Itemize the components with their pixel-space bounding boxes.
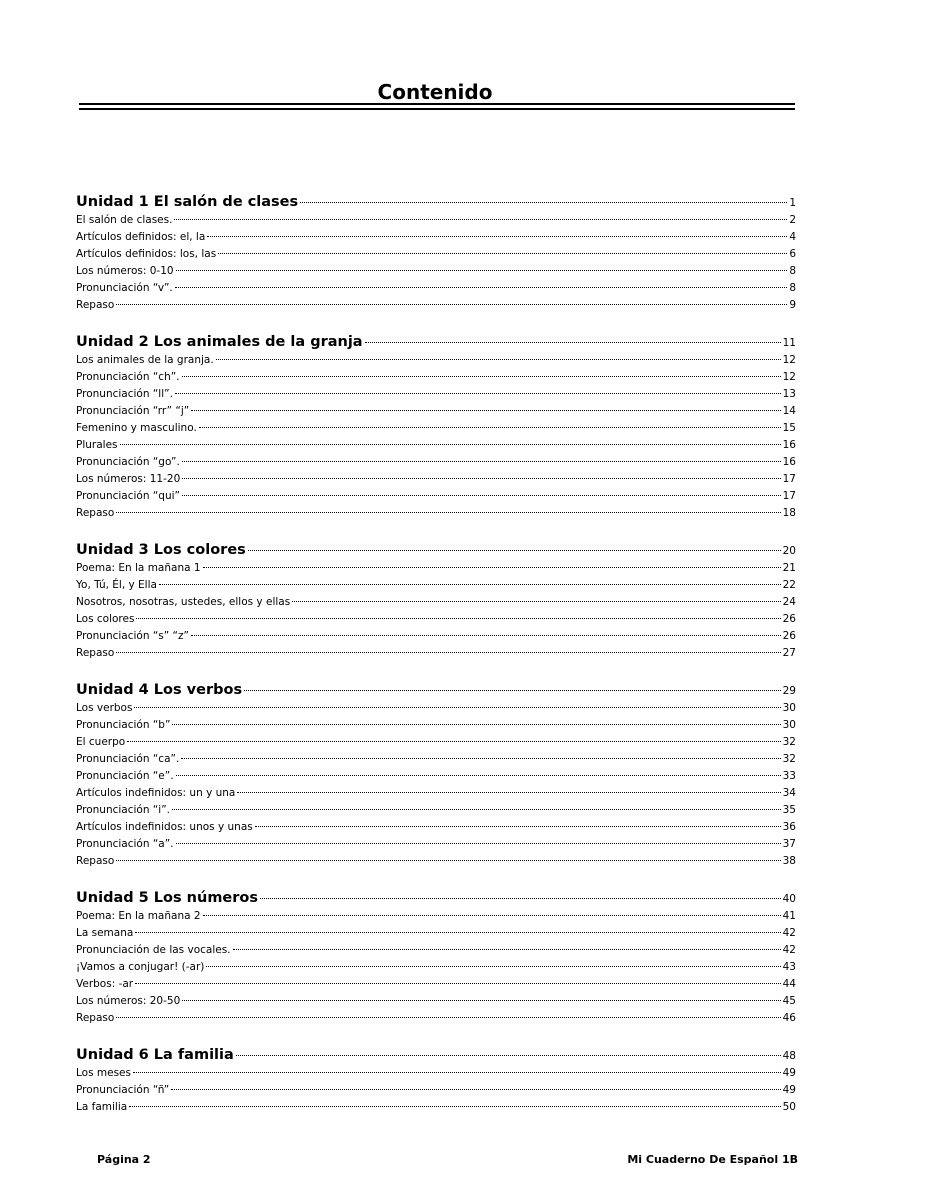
toc-page-number: 30	[782, 719, 796, 731]
toc-unit-title: Unidad 5 Los números	[76, 890, 259, 906]
toc-entry[interactable]	[76, 437, 796, 454]
dot-leader	[218, 253, 787, 254]
dot-leader	[182, 495, 781, 496]
dot-leader	[216, 359, 781, 360]
toc-entry[interactable]	[76, 471, 796, 488]
toc-entry-title: Los números: 20-50	[76, 995, 181, 1007]
toc-page-number: 50	[782, 1101, 796, 1113]
toc-unit-2	[76, 333, 796, 522]
toc-entry[interactable]	[76, 1099, 796, 1116]
toc-page-number: 12	[782, 371, 796, 383]
toc-entry-title: La semana	[76, 927, 134, 939]
page-title: Contenido	[377, 80, 493, 104]
dot-leader	[116, 304, 787, 305]
toc-page-number: 36	[782, 821, 796, 833]
toc-entry[interactable]	[76, 352, 796, 369]
toc-page-number: 35	[782, 804, 796, 816]
toc-page-number: 6	[789, 248, 796, 260]
dot-leader	[116, 512, 780, 513]
title-rule-bottom	[79, 108, 795, 110]
toc-page-number: 49	[782, 1084, 796, 1096]
toc-entry-title: Pronunciación “b”	[76, 719, 171, 731]
toc-unit-4	[76, 681, 796, 870]
toc-entry[interactable]	[76, 700, 796, 717]
toc-entry-title: Repaso	[76, 855, 115, 867]
dot-leader	[207, 236, 787, 237]
toc-entry-title: Pronunciación “ca”.	[76, 753, 180, 765]
table-of-contents	[76, 193, 796, 1135]
toc-page-number: 20	[782, 545, 796, 557]
dot-leader	[176, 270, 788, 271]
toc-entry-title: Yo, Tú, Él, y Ella	[76, 579, 157, 591]
toc-unit-3	[76, 541, 796, 662]
toc-entry-title: Los meses	[76, 1067, 131, 1079]
toc-unit-title: Unidad 3 Los colores	[76, 542, 246, 558]
toc-unit-title: Unidad 4 Los verbos	[76, 682, 243, 698]
toc-entry-title: Los animales de la granja.	[76, 354, 214, 366]
dot-leader	[127, 741, 780, 742]
dot-leader	[203, 915, 781, 916]
toc-unit-1	[76, 193, 796, 314]
toc-page-number: 11	[782, 337, 796, 349]
toc-entry[interactable]	[76, 403, 796, 420]
dot-leader	[176, 775, 781, 776]
toc-page-number: 29	[782, 685, 796, 697]
dot-leader	[176, 843, 781, 844]
toc-entry-title: Verbos: -ar	[76, 978, 134, 990]
toc-entry-title: Artículos definidos: los, las	[76, 248, 217, 260]
toc-entry[interactable]	[76, 836, 796, 853]
toc-page-number: 42	[782, 927, 796, 939]
toc-entry-title: Repaso	[76, 647, 115, 659]
dot-leader	[175, 287, 788, 288]
dot-leader	[129, 1106, 780, 1107]
toc-entry-title: Pronunciación de las vocales.	[76, 944, 231, 956]
dot-leader	[116, 860, 780, 861]
toc-unit-heading[interactable]	[76, 193, 796, 212]
toc-entry-title: Pronunciación “qui”	[76, 490, 180, 502]
toc-page-number: 46	[782, 1012, 796, 1024]
footer-page-number: Página 2	[97, 1153, 151, 1166]
toc-unit-title: Unidad 6 La familia	[76, 1047, 234, 1063]
toc-entry-title: El salón de clases.	[76, 214, 173, 226]
toc-entry[interactable]	[76, 751, 796, 768]
dot-leader	[135, 983, 781, 984]
dot-leader	[292, 601, 780, 602]
dot-leader	[237, 792, 780, 793]
toc-page-number: 9	[789, 299, 796, 311]
toc-entry[interactable]	[76, 560, 796, 577]
toc-entry-title: ¡Vamos a conjugar! (-ar)	[76, 961, 205, 973]
toc-entry[interactable]	[76, 611, 796, 628]
toc-entry-title: Femenino y masculino.	[76, 422, 197, 434]
toc-page-number: 27	[782, 647, 796, 659]
toc-page-number: 45	[782, 995, 796, 1007]
toc-page-number: 30	[782, 702, 796, 714]
toc-page-number: 15	[782, 422, 796, 434]
toc-entry[interactable]	[76, 1082, 796, 1099]
toc-page-number: 33	[782, 770, 796, 782]
toc-entry-title: Pronunciación “rr” “j”	[76, 405, 190, 417]
toc-entry-title: Repaso	[76, 507, 115, 519]
dot-leader	[300, 202, 787, 203]
toc-entry-title: Artículos definidos: el, la	[76, 231, 206, 243]
dot-leader	[236, 1055, 781, 1056]
dot-leader	[174, 219, 787, 220]
toc-page-number: 17	[782, 473, 796, 485]
toc-entry-title: Pronunciación “ch”.	[76, 371, 180, 383]
toc-entry-title: Pronunciación “i”.	[76, 804, 170, 816]
toc-unit-heading[interactable]	[76, 541, 796, 560]
toc-entry[interactable]	[76, 819, 796, 836]
dot-leader	[191, 410, 780, 411]
toc-page-number: 8	[789, 282, 796, 294]
toc-page-number: 22	[782, 579, 796, 591]
dot-leader	[255, 826, 781, 827]
toc-unit-6	[76, 1046, 796, 1116]
toc-unit-5	[76, 889, 796, 1027]
toc-unit-heading[interactable]	[76, 333, 796, 352]
toc-page-number: 8	[789, 265, 796, 277]
toc-entry[interactable]	[76, 785, 796, 802]
dot-leader	[182, 478, 780, 479]
toc-page-number: 13	[782, 388, 796, 400]
toc-entry[interactable]	[76, 212, 796, 229]
dot-leader	[365, 342, 781, 343]
toc-entry-title: El cuerpo	[76, 736, 126, 748]
dot-leader	[244, 690, 781, 691]
toc-page-number: 18	[782, 507, 796, 519]
dot-leader	[206, 966, 780, 967]
toc-page-number: 12	[782, 354, 796, 366]
toc-page-number: 34	[782, 787, 796, 799]
dot-leader	[120, 444, 781, 445]
toc-entry-title: Plurales	[76, 439, 118, 451]
toc-entry[interactable]	[76, 976, 796, 993]
toc-entry[interactable]	[76, 505, 796, 522]
toc-page-number: 32	[782, 736, 796, 748]
toc-entry[interactable]	[76, 386, 796, 403]
toc-page-number: 1	[789, 197, 796, 209]
toc-entry[interactable]	[76, 942, 796, 959]
toc-page-number: 32	[782, 753, 796, 765]
dot-leader	[133, 1072, 781, 1073]
toc-page-number: 26	[782, 613, 796, 625]
toc-entry[interactable]	[76, 488, 796, 505]
toc-page-number: 44	[782, 978, 796, 990]
toc-entry-title: Poema: En la mañana 2	[76, 910, 201, 922]
dot-leader	[159, 584, 781, 585]
toc-entry[interactable]	[76, 768, 796, 785]
dot-leader	[116, 652, 780, 653]
toc-entry-title: Pronunciación “v”.	[76, 282, 173, 294]
toc-page-number: 43	[782, 961, 796, 973]
toc-page-number: 24	[782, 596, 796, 608]
toc-entry[interactable]	[76, 1010, 796, 1027]
dot-leader	[134, 707, 780, 708]
dot-leader	[191, 635, 781, 636]
toc-unit-heading[interactable]	[76, 681, 796, 700]
toc-entry-title: Pronunciación “ll”.	[76, 388, 173, 400]
toc-entry-title: Nosotros, nosotras, ustedes, ellos y ellas	[76, 596, 291, 608]
toc-entry[interactable]	[76, 246, 796, 263]
toc-entry[interactable]	[76, 454, 796, 471]
footer-book-title: Mi Cuaderno De Español 1B	[627, 1153, 798, 1166]
toc-page-number: 17	[782, 490, 796, 502]
toc-entry[interactable]	[76, 993, 796, 1010]
dot-leader	[182, 376, 781, 377]
dot-leader	[135, 932, 780, 933]
toc-entry[interactable]	[76, 853, 796, 870]
toc-page-number: 40	[782, 893, 796, 905]
dot-leader	[233, 949, 781, 950]
dot-leader	[171, 1089, 780, 1090]
toc-page-number: 4	[789, 231, 796, 243]
toc-entry[interactable]	[76, 734, 796, 751]
dot-leader	[260, 898, 781, 899]
toc-unit-heading[interactable]	[76, 1046, 796, 1065]
dot-leader	[248, 550, 781, 551]
toc-page-number: 14	[782, 405, 796, 417]
dot-leader	[182, 1000, 780, 1001]
toc-entry-title: Pronunciación “go”.	[76, 456, 180, 468]
toc-entry-title: Pronunciación “s” “z”	[76, 630, 189, 642]
dot-leader	[172, 809, 781, 810]
dot-leader	[136, 618, 780, 619]
toc-entry[interactable]	[76, 369, 796, 386]
toc-page-number: 41	[782, 910, 796, 922]
toc-entry[interactable]	[76, 925, 796, 942]
toc-page-number: 49	[782, 1067, 796, 1079]
toc-entry[interactable]	[76, 645, 796, 662]
toc-page-number: 42	[782, 944, 796, 956]
toc-page-number: 2	[789, 214, 796, 226]
dot-leader	[182, 461, 781, 462]
toc-entry-title: Artículos indefinidos: unos y unas	[76, 821, 253, 833]
toc-entry[interactable]	[76, 280, 796, 297]
toc-entry-title: Los colores	[76, 613, 135, 625]
toc-page-number: 16	[782, 439, 796, 451]
toc-entry[interactable]	[76, 802, 796, 819]
toc-entry[interactable]	[76, 297, 796, 314]
toc-page-number: 21	[782, 562, 796, 574]
toc-unit-heading[interactable]	[76, 889, 796, 908]
toc-entry[interactable]	[76, 577, 796, 594]
toc-entry-title: Los números: 11-20	[76, 473, 181, 485]
dot-leader	[181, 758, 780, 759]
toc-unit-title: Unidad 1 El salón de clases	[76, 194, 299, 210]
toc-entry[interactable]	[76, 263, 796, 280]
toc-entry-title: Repaso	[76, 1012, 115, 1024]
toc-entry[interactable]	[76, 229, 796, 246]
title-rule-top	[79, 103, 795, 105]
toc-entry-title: La familia	[76, 1101, 128, 1113]
dot-leader	[172, 724, 780, 725]
toc-entry-title: Pronunciación “a”.	[76, 838, 174, 850]
toc-page-number: 26	[782, 630, 796, 642]
toc-page-number: 38	[782, 855, 796, 867]
toc-page-number: 16	[782, 456, 796, 468]
dot-leader	[175, 393, 781, 394]
toc-entry[interactable]	[76, 594, 796, 611]
toc-page-number: 37	[782, 838, 796, 850]
toc-entry-title: Los números: 0-10	[76, 265, 174, 277]
toc-entry[interactable]	[76, 959, 796, 976]
toc-entry-title: Los verbos	[76, 702, 133, 714]
toc-page-number: 48	[782, 1050, 796, 1062]
toc-entry-title: Poema: En la mañana 1	[76, 562, 201, 574]
dot-leader	[199, 427, 781, 428]
toc-entry[interactable]	[76, 628, 796, 645]
toc-entry[interactable]	[76, 1065, 796, 1082]
toc-entry-title: Pronunciación “ñ”	[76, 1084, 170, 1096]
toc-entry-title: Artículos indefinidos: un y una	[76, 787, 236, 799]
toc-entry-title: Repaso	[76, 299, 115, 311]
toc-unit-title: Unidad 2 Los animales de la granja	[76, 334, 363, 350]
dot-leader	[203, 567, 781, 568]
toc-entry[interactable]	[76, 420, 796, 437]
dot-leader	[116, 1017, 780, 1018]
toc-entry[interactable]	[76, 908, 796, 925]
toc-entry-title: Pronunciación “e”.	[76, 770, 174, 782]
toc-entry[interactable]	[76, 717, 796, 734]
